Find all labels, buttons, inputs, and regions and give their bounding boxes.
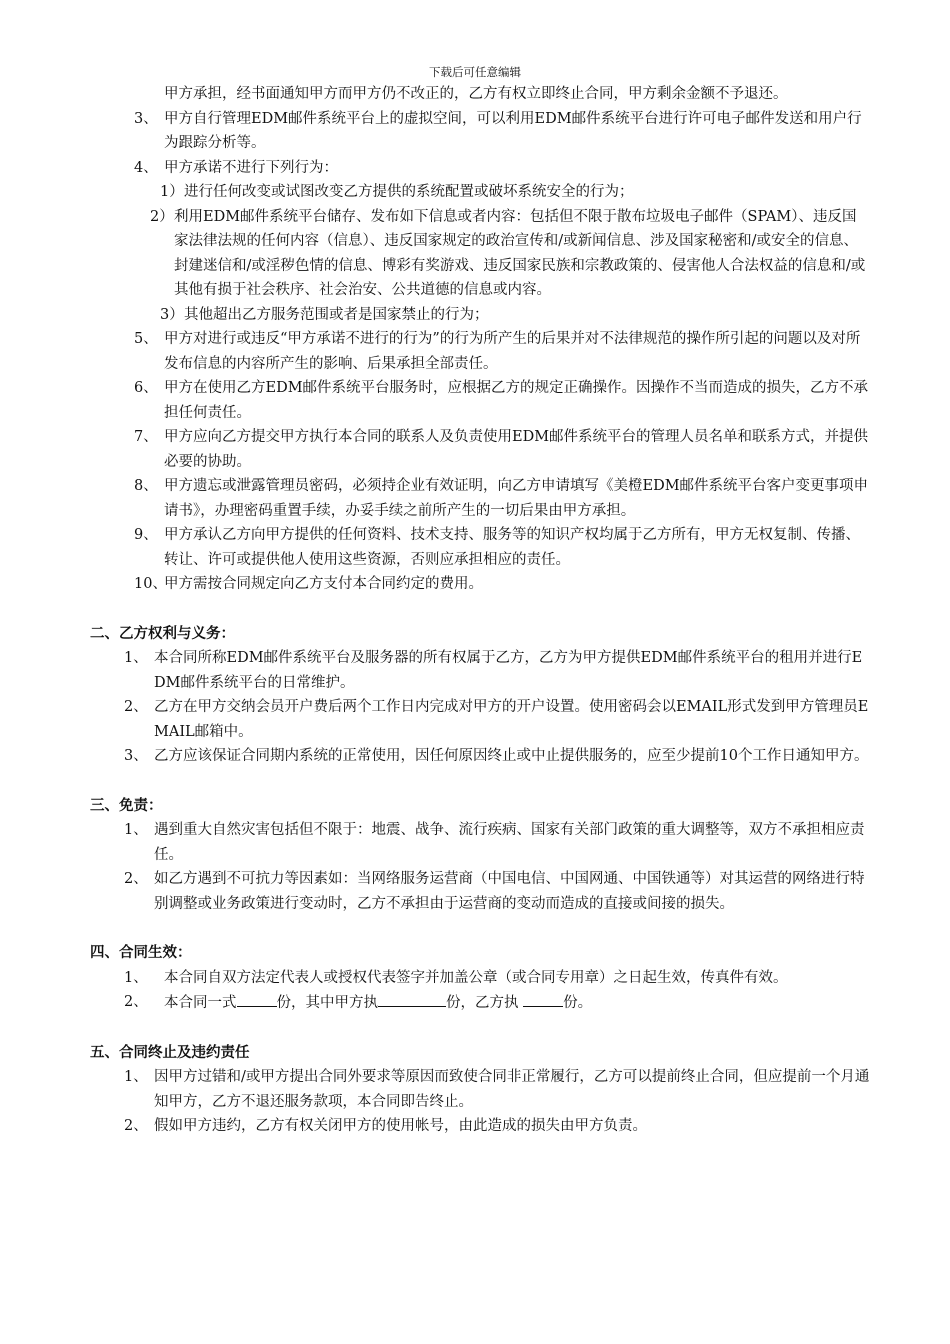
continued-paragraph: 甲方承担，经书面通知甲方而甲方仍不改正的，乙方有权立即终止合同，甲方剩余金额不予退还。 [164, 86, 788, 102]
clause-number: 2、 [124, 994, 148, 1010]
document-body [90, 82, 870, 1139]
clause-number: 2、 [124, 1118, 148, 1134]
clause-text: 甲方承认乙方向甲方提供的任何资料、技术支持、服务等的知识产权均属于乙方所有，甲方无权复制、传播、转让、许可或提供他人使用这些资源，否则应承担相应的责任。 [164, 527, 860, 568]
clause-text: 其他超出乙方服务范围或者是国家禁止的行为； [184, 306, 489, 323]
clause-text: 甲方对进行或违反“甲方承诺不进行的行为”的行为所产生的后果并对不法律规范的操作所引起的问题以及对所发布信息的内容所产生的影响、后果承担全部责任。 [164, 331, 861, 372]
clause-text: 乙方在甲方交纳会员开户费后两个工作日内完成对甲方的开户设置。使用密码会以EMAIL形式发到甲方管理员EMAIL邮箱中。 [154, 699, 869, 740]
clause-number: 3、 [134, 110, 158, 127]
clause-text: 乙方应该保证合同期内系统的正常使用，因任何原因终止或中止提供服务的，应至少提前10个工作日通知甲方。 [154, 748, 869, 764]
clause-c2 [124, 867, 870, 916]
clause-d1 [124, 966, 870, 991]
clause-a10 [134, 572, 870, 597]
clause-a4 [134, 156, 870, 181]
clause-e1 [124, 1065, 870, 1114]
clause-b1 [124, 646, 870, 695]
clause-number: 2、 [124, 699, 148, 715]
clause-b3 [124, 744, 870, 769]
clause-text: 甲方承诺不进行下列行为： [164, 159, 338, 176]
clause-number: 2、 [124, 871, 148, 887]
clause-a3 [134, 107, 870, 156]
clause-text: 利用EDM邮件系统平台储存、发布如下信息或者内容：包括但不限于散布垃圾电子邮件（SPAM）、违反国家法律法规的任何内容（信息）、违反国家规定的政治宣传和/或新闻信息、涉及国家秘密和/或安全的信息、封建迷信和/或淫秽色情的信息、博彩有奖游戏、违反国家民族和宗教政策的、侵害他人合法权益的信息和/或其他有损于社会秩序、社会治安、公共道德的信息或内容。 [174, 208, 866, 298]
section-title-2: 二、乙方权利与义务： [90, 625, 235, 642]
clause-a6 [134, 376, 870, 425]
clause-text: 本合同所称EDM邮件系统平台及服务器的所有权属于乙方，乙方为甲方提供EDM邮件系统平台的租用并进行EDM邮件系统平台的日常维护。 [154, 650, 863, 691]
clause-text: 假如甲方违约，乙方有权关闭甲方的使用帐号，由此造成的损失由甲方负责。 [154, 1118, 647, 1134]
clause-number: 9、 [134, 527, 158, 543]
clause-b2 [124, 695, 870, 744]
copies-total-blank[interactable] [237, 990, 277, 1007]
clause-text: 甲方应向乙方提交甲方执行本合同的联系人及负责使用EDM邮件系统平台的管理人员名单和联系方式，并提供必要的协助。 [164, 429, 869, 470]
clause-c1 [124, 818, 870, 867]
page-header: 下载后可任意编辑 [429, 65, 521, 79]
clause-text: 本合同自双方法定代表人或授权代表签字并加盖公章（或合同专用章）之日起生效，传真件有效。 [164, 969, 788, 986]
clause-a5 [134, 327, 870, 376]
clause-number: 1） [160, 184, 184, 200]
clause-e2 [124, 1114, 870, 1139]
section-title-4: 四、合同生效： [90, 945, 192, 961]
clause-text: 甲方需按合同规定向乙方支付本合同约定的费用。 [164, 576, 483, 592]
copies-text-2: 份，其中甲方执 [276, 995, 378, 1011]
clause-text: 甲方在使用乙方EDM邮件系统平台服务时，应根据乙方的规定正确操作。因操作不当而造成的损失，乙方不承担任何责任。 [164, 380, 869, 421]
clause-text: 甲方遗忘或泄露管理员密码，必须持企业有效证明，向乙方申请填写《美橙EDM邮件系统平台客户变更事项申请书》，办理密码重置手续，办妥手续之前所产生的一切后果由甲方承担。 [164, 478, 869, 519]
sub-clause-1 [160, 180, 870, 205]
clause-text: 进行任何改变或试图改变乙方提供的系统配置或破坏系统安全的行为； [184, 184, 634, 200]
clause-number: 6、 [134, 380, 158, 396]
clause-number: 7、 [134, 429, 158, 445]
copies-party-a-blank[interactable] [378, 990, 446, 1007]
sub-clause-3 [160, 303, 870, 328]
copies-party-b-blank[interactable] [523, 990, 563, 1007]
clause-a8 [134, 474, 870, 523]
section-title-3: 三、免责： [90, 797, 163, 814]
clause-number: 10、 [134, 576, 167, 592]
clause-a9 [134, 523, 870, 572]
clause-number: 1、 [124, 822, 148, 838]
section-title-5: 五、合同终止及违约责任 [90, 1044, 250, 1061]
clause-text: 如乙方遇到不可抗力等因素如：当网络服务运营商（中国电信、中国网通、中国铁通等）对其运营的网络进行特别调整或业务政策进行变动时，乙方不承担由于运营商的变动而造成的直接或间接的损失。 [154, 871, 865, 912]
sub-clause-2 [150, 205, 870, 303]
clause-number: 1、 [124, 650, 148, 666]
copies-text-1: 本合同一式 [164, 995, 237, 1011]
clause-text: 因甲方过错和/或甲方提出合同外要求等原因而致使合同非正常履行，乙方可以提前终止合同，但应提前一个月通知甲方，乙方不退还服务款项，本合同即告终止。 [154, 1069, 870, 1110]
clause-number: 3、 [124, 748, 148, 764]
clause-text: 甲方自行管理EDM邮件系统平台上的虚拟空间，可以利用EDM邮件系统平台进行许可电子邮件发送和用户行为跟踪分析等。 [164, 110, 862, 151]
clause-number: 5、 [134, 331, 158, 347]
clause-a7 [134, 425, 870, 474]
clause-number: 8、 [134, 478, 158, 494]
clause-number: 2） [150, 208, 174, 225]
copies-text-3: 份，乙方执 [446, 995, 524, 1011]
clause-number: 3） [160, 306, 184, 323]
clause-d2 [124, 990, 870, 1016]
clause-text: 遇到重大自然灾害包括但不限于：地震、战争、流行疾病、国家有关部门政策的重大调整等，双方不承担相应责任。 [154, 822, 865, 863]
clause-number: 4、 [134, 159, 158, 176]
clause-number: 1、 [124, 1069, 148, 1085]
copies-text-4: 份。 [563, 995, 593, 1011]
clause-number: 1、 [124, 969, 148, 986]
